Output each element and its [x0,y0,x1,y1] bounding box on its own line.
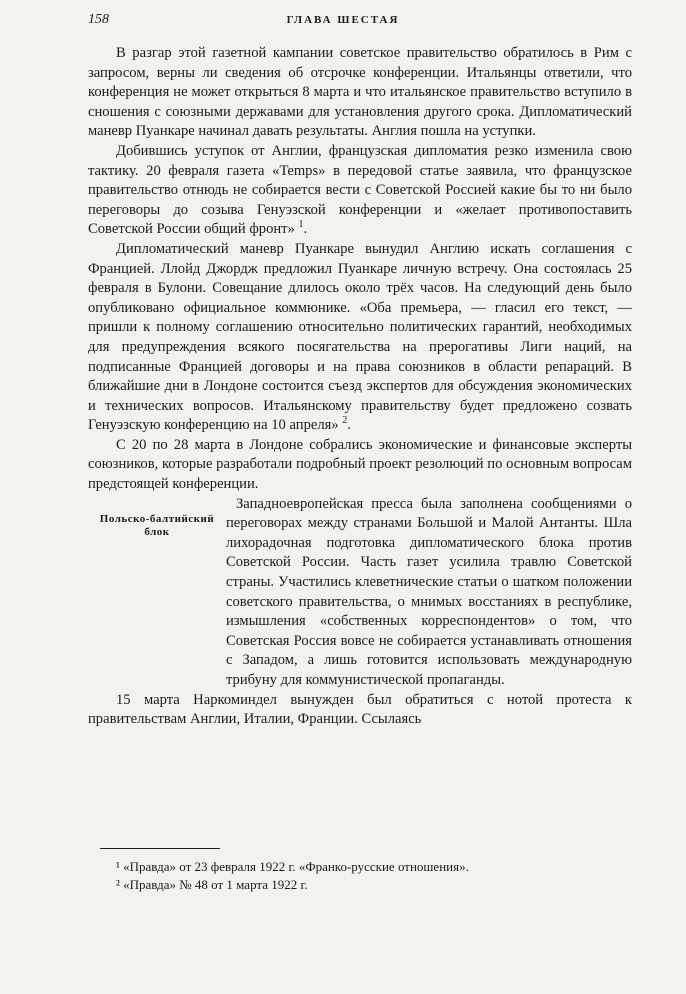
paragraph: Дипломатический маневр Пуанкаре вынудил Англию искать соглашения с Францией. Ллойд Джордж предложил Пуанкаре личную встречу. Она состоялась 25 февраля в Булони. Совещание длилось около трёх часов. На следующий день было опубликовано официальное коммюнике. «Оба премьера, — гласил его текст, — пришли к полному соглашению относительно политических гарантий, необходимых для предупреждения всякого посягательства на прерогативы Лиги наций, на подписанные Францией договоры и на права союзников в области репараций. В ближайшие дни в Лондоне состоится съезд экспертов для обсуждения экономических и технических вопросов. Итальянскому правительству будет предложено созвать Генуэзскую конференцию на 10 апреля» $^2$. [88,240,632,434]
running-head: ГЛАВА ШЕСТАЯ [286,14,400,26]
body-text [88,44,632,730]
section-polish-baltic-bloc [88,495,632,691]
footnote-mark: 1 [298,219,304,231]
footnote: ² «Правда» № 48 от 1 марта 1922 г. [116,877,308,892]
paragraph: В разгар этой газетной кампании советское правительство обратилось в Рим с запросом, верны ли сведения об отсрочке конференции. Итальянцы ответили, что конференция не может открыться 8 марта и что итальянское правительство вступило в сношения с союзными державами для установления другого срока. Дипломатический маневр Пуанкаре начинал давать результаты. Англия пошла на уступки. [88,45,632,140]
page-header [0,12,686,34]
section-paragraph: Западноевропейская пресса была заполнена сообщениями о переговорах между странами Большой и Малой Антанты. Шла лихорадочная подготовка дипломатического блока против Советской России. Часть газет усилила травлю Советской страны. Участились клеветнические статьи о шатком положении советского правительства, о мнимых восстаниях в республике, измышления «собственных корреспондентов» о том, что Советская Россия вовсе не собирается устанавливать отношения с Западом, а лишь готовится использовать международную трибуну для коммунистической пропаганды. [226,495,632,688]
footnote-mark: 2 [342,415,348,427]
footnotes [116,858,636,894]
margin-title: Польско-балтийский блок [99,512,215,538]
paragraph: С 20 по 28 марта в Лондоне собрались экономические и финансовые эксперты союзников, которые разработали подробный проект резолюций по основным вопросам предстоящей конференции. [88,436,632,493]
footnote: ¹ «Правда» от 23 февраля 1922 г. «Франко-русские отношения». [116,859,469,874]
footnote-divider [100,848,220,849]
paragraph: 15 марта Наркоминдел вынужден был обратиться с нотой протеста к правительствам Англии, Италии, Франции. Ссылаясь [88,691,632,728]
paragraph: Добившись уступок от Англии, французская дипломатия резко изменила свою тактику. 20 февраля газета «Temps» в передовой статье заявила, что французское правительство отнюдь не собирается вести с Советской Россией какие бы то ни было переговоры до созыва Генуэзской конференции и «желает противопоставить Советской России общий фронт» $^1$. [88,142,632,238]
page-number: 158 [88,12,109,27]
